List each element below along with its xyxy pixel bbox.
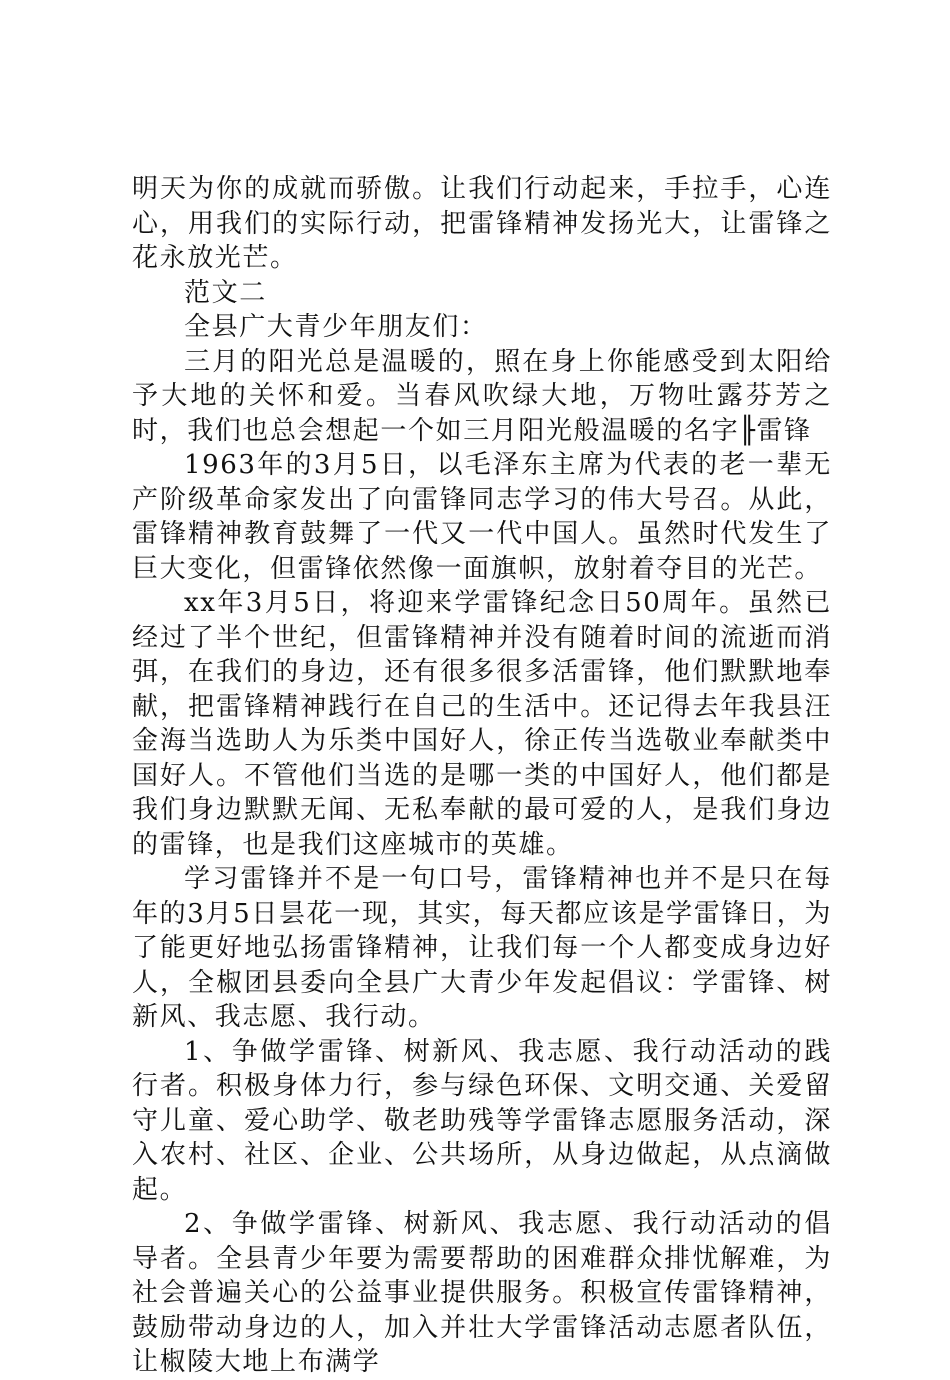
document-body bbox=[132, 172, 832, 1380]
paragraph-1: 明天为你的成就而骄傲。让我们行动起来，手拉手，心连心，用我们的实际行动，把雷锋精神发扬光大，让雷锋之花永放光芒。 bbox=[132, 174, 832, 273]
paragraph-3-salutation: 全县广大青少年朋友们： bbox=[184, 312, 488, 342]
paragraph-4: 三月的阳光总是温暖的，照在身上你能感受到太阳给予大地的关怀和爱。当春风吹绿大地，万物吐露芬芳之时，我们也总会想起一个如三月阳光般温暖的名字╟雷锋 bbox=[132, 346, 832, 446]
paragraph-2-heading: 范文二 bbox=[184, 277, 267, 308]
paragraph-8: 1、争做学雷锋、树新风、我志愿、我行动活动的践行者。积极身体力行，参与绿色环保、文明交通、关爱留守儿童、爱心助学、敬老助残等学雷锋志愿服务活动，深入农村、社区、企业、公共场所，从身边做起，从点滴做起。 bbox=[132, 1036, 832, 1205]
paragraph-9: 2、争做学雷锋、树新风、我志愿、我行动活动的倡导者。全县青少年要为需要帮助的困难群众排忧解难，为社会普遍关心的公益事业提供服务。积极宣传雷锋精神，鼓励带动身边的人，加入并壮大学雷锋活动志愿者队伍，让椒陵大地上布满学 bbox=[132, 1209, 832, 1377]
paragraph-5: 1963年的3月5日，以毛泽东主席为代表的老一辈无产阶级革命家发出了向雷锋同志学习的伟大号召。从此，雷锋精神教育鼓舞了一代又一代中国人。虽然时代发生了巨大变化，但雷锋依然像一面旗帜，放射着夺目的光芒。 bbox=[132, 450, 832, 584]
paragraph-7: 学习雷锋并不是一句口号，雷锋精神也并不是只在每年的3月5日昙花一现，其实，每天都应该是学雷锋日，为了能更好地弘扬雷锋精神，让我们每一个人都变成身边好人，全椒团县委向全县广大青少年发起倡议：学雷锋、树新风、我志愿、我行动。 bbox=[132, 864, 832, 1032]
paragraph-6: xx年3月5日，将迎来学雷锋纪念日50周年。虽然已经过了半个世纪，但雷锋精神并没有随着时间的流逝而消弭，在我们的身边，还有很多很多活雷锋，他们默默地奉献，把雷锋精神践行在自己的生活中。还记得去年我县汪金海当选助人为乐类中国好人，徐正传当选敬业奉献类中国好人。不管他们当选的是哪一类的中国好人，他们都是我们身边默默无闻、无私奉献的最可爱的人，是我们身边的雷锋，也是我们这座城市的英雄。 bbox=[132, 588, 832, 860]
